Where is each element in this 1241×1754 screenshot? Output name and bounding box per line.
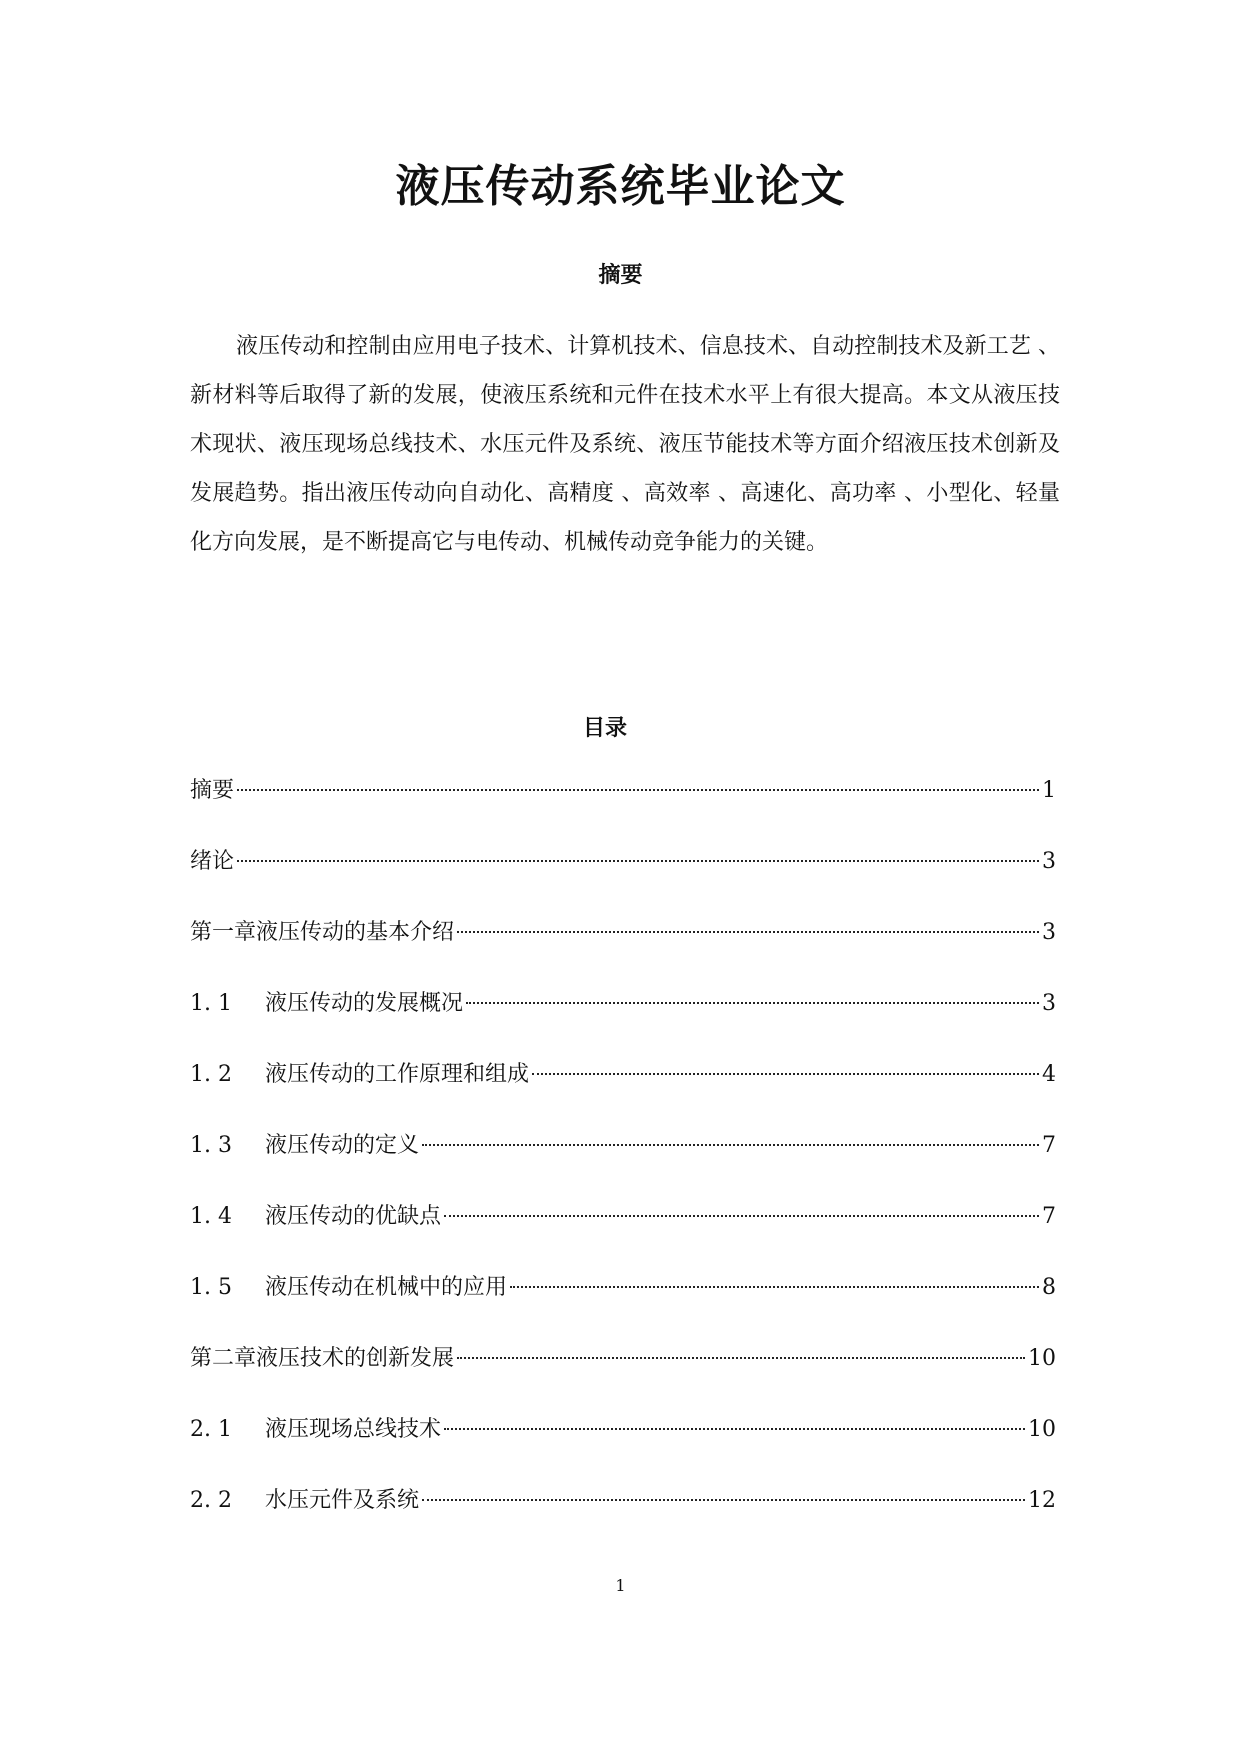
toc-entry-page: 7 (1042, 1133, 1056, 1158)
toc-entry-label: 液压传动在机械中的应用 (265, 1275, 508, 1300)
toc-entry-page: 8 (1042, 1275, 1056, 1300)
toc-leader-dots (466, 1002, 1039, 1004)
toc-entry-number: 1. 2 (190, 1062, 232, 1087)
toc-entry-page: 3 (1042, 849, 1056, 874)
toc-entry-page: 7 (1042, 1204, 1056, 1229)
toc-entry-label: 液压现场总线技术 (265, 1417, 442, 1442)
toc-entry-abstract[interactable] (190, 776, 1056, 847)
toc-entry-page: 10 (1028, 1346, 1056, 1371)
toc-entry-introduction[interactable] (190, 847, 1056, 918)
toc-entry-page: 4 (1042, 1062, 1056, 1087)
toc-leader-dots (422, 1144, 1039, 1146)
toc-entry-number: 2. 2 (190, 1488, 232, 1513)
toc-leader-dots (444, 1215, 1039, 1217)
toc-entry-section-1-4[interactable] (190, 1202, 1056, 1273)
toc-leader-dots (444, 1428, 1025, 1430)
toc-leader-dots (422, 1499, 1025, 1501)
toc-entry-chapter-2[interactable] (190, 1344, 1056, 1415)
toc-leader-dots (457, 1357, 1025, 1359)
toc-entry-section-2-2[interactable] (190, 1486, 1056, 1557)
toc-entry-section-1-1[interactable] (190, 989, 1056, 1060)
toc-entry-number: 1. 1 (190, 991, 232, 1016)
toc-entry-label: 液压传动的优缺点 (265, 1204, 442, 1229)
toc-entry-number: 2. 1 (190, 1417, 232, 1442)
toc-entry-label: 第一章液压传动的基本介绍 (190, 920, 455, 945)
toc-leader-dots (510, 1286, 1039, 1288)
abstract-body: 液压传动和控制由应用电子技术、计算机技术、信息技术、自动控制技术及新工艺 、新材料等后取得了新的发展，使液压系统和元件在技术水平上有很大提高。本文从液压技术现状、液压现场总线技术、水压元件及系统、液压节能技术等方面介绍液压技术创新及发展趋势。指出液压传动向自动化、高精度 、高效率 、高速化、高功率 、小型化、轻量化方向发展，是不断提高它与电传动、机械传动竞争能力的关键。 (190, 334, 1060, 555)
toc-leader-dots (457, 931, 1039, 933)
toc-entry-number: 1. 5 (190, 1275, 232, 1300)
toc-entry-page: 3 (1042, 991, 1056, 1016)
toc-leader-dots (237, 860, 1039, 862)
toc-entry-page: 12 (1028, 1488, 1056, 1513)
toc-leader-dots (237, 789, 1039, 791)
toc-entry-section-1-5[interactable] (190, 1273, 1056, 1344)
table-of-contents (190, 776, 1056, 1557)
toc-entry-label: 摘要 (190, 778, 235, 803)
abstract-heading: 摘要 (598, 262, 643, 288)
page-number: 1 (615, 1576, 626, 1595)
toc-entry-section-2-1[interactable] (190, 1415, 1056, 1486)
toc-heading: 目录 (582, 715, 627, 741)
toc-entry-chapter-1[interactable] (190, 918, 1056, 989)
page-title: 液压传动系统毕业论文 (395, 161, 846, 212)
toc-entry-page: 3 (1042, 920, 1056, 945)
toc-entry-number: 1. 3 (190, 1133, 232, 1158)
toc-entry-section-1-2[interactable] (190, 1060, 1056, 1131)
toc-entry-label: 液压传动的定义 (265, 1133, 420, 1158)
toc-entry-page: 10 (1028, 1417, 1056, 1442)
toc-entry-page: 1 (1042, 778, 1056, 803)
toc-entry-label: 第二章液压技术的创新发展 (190, 1346, 455, 1371)
toc-entry-label: 液压传动的发展概况 (265, 991, 464, 1016)
toc-leader-dots (532, 1073, 1039, 1075)
toc-entry-number: 1. 4 (190, 1204, 232, 1229)
toc-entry-label: 液压传动的工作原理和组成 (265, 1062, 530, 1087)
toc-entry-label: 水压元件及系统 (265, 1488, 420, 1513)
toc-entry-section-1-3[interactable] (190, 1131, 1056, 1202)
toc-entry-label: 绪论 (190, 849, 235, 874)
